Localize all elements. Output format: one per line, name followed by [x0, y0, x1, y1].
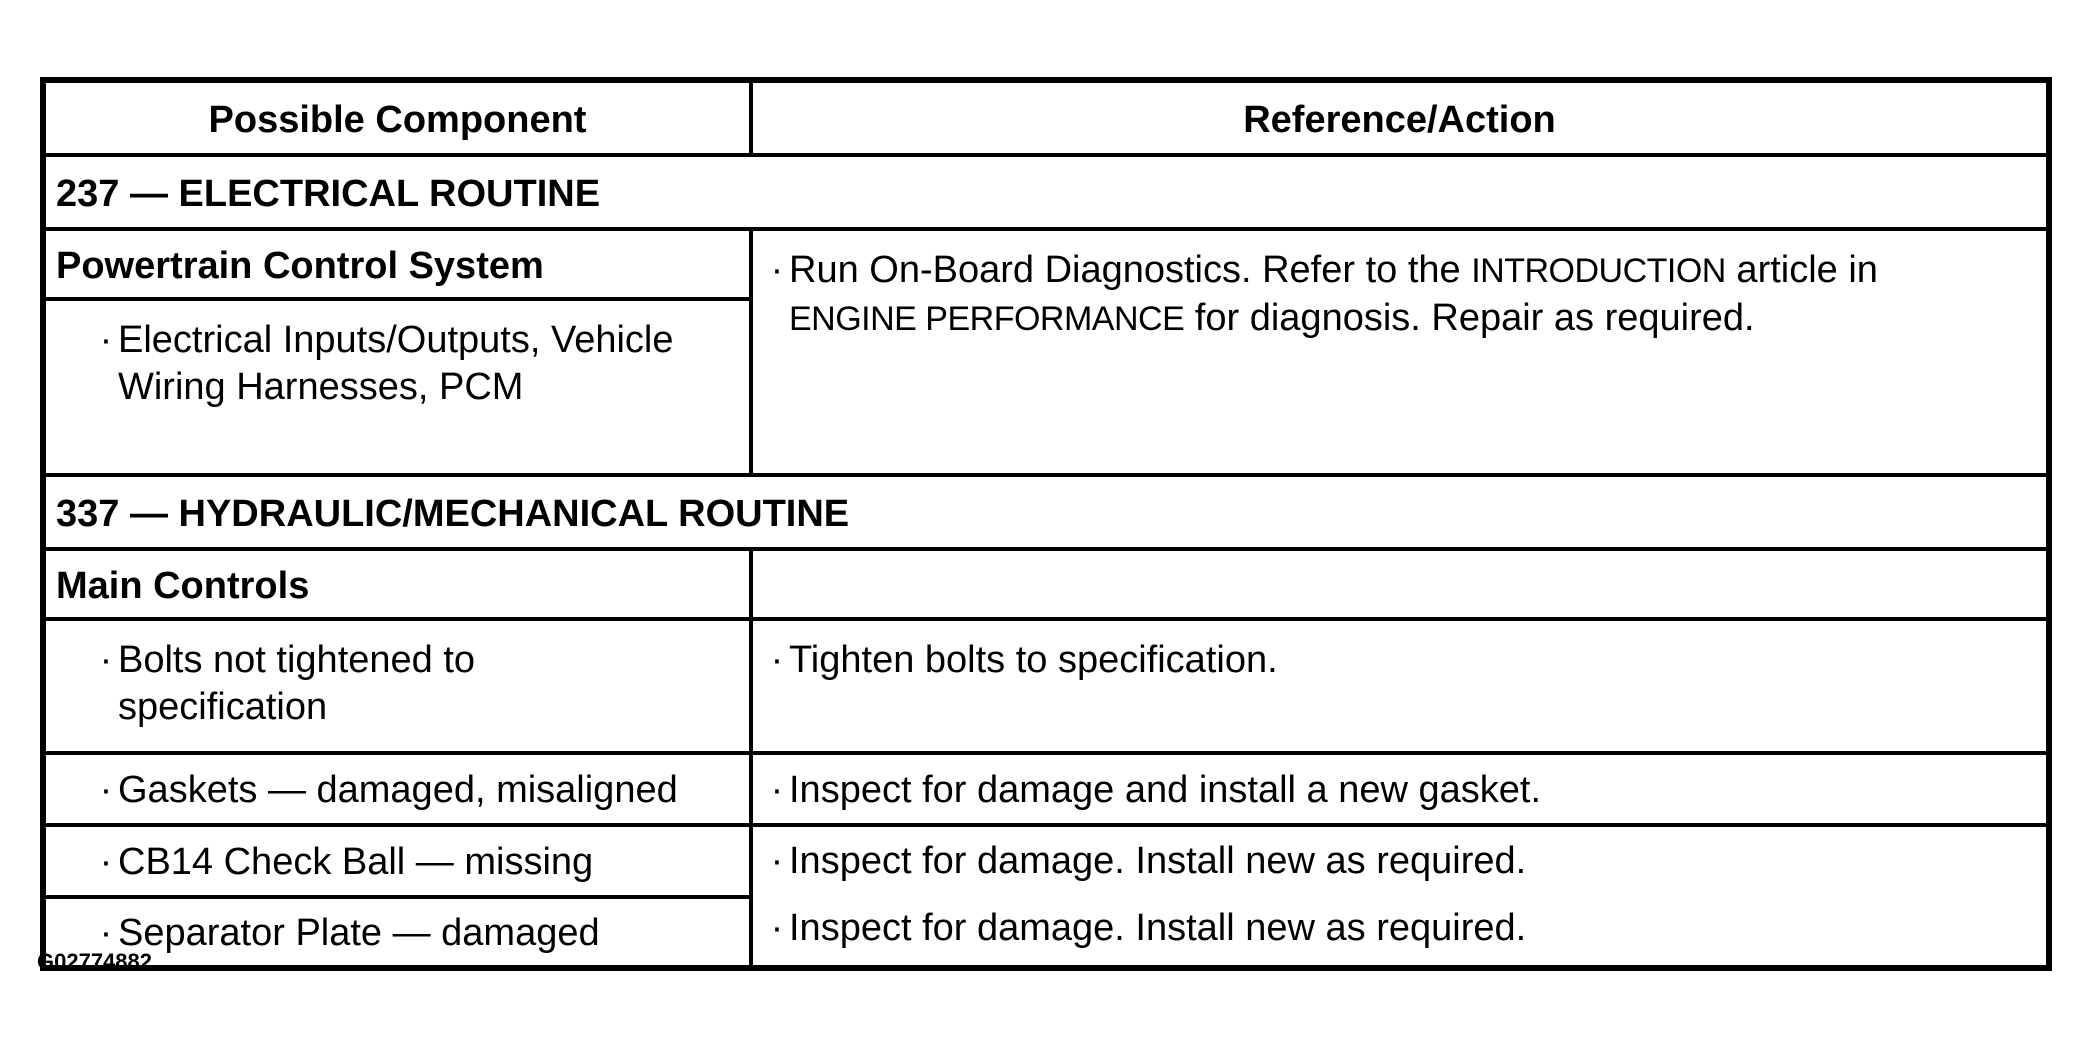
bullet-icon: ·: [770, 906, 784, 949]
table-row: [43, 825, 2049, 897]
group-title: Powertrain Control System: [43, 229, 751, 299]
action-cell: [751, 619, 2049, 753]
action-cell: [751, 825, 2049, 968]
bullet-icon: ·: [99, 911, 113, 954]
component-text: Electrical Inputs/Outputs, Vehicle Wiring Harnesses, PCM: [118, 319, 674, 408]
section-reference: ENGINE PERFORMANCE: [789, 300, 1185, 338]
action-text: Inspect for damage. Install new as required.: [789, 839, 1527, 882]
group-title: Main Controls: [43, 549, 751, 619]
bullet-icon: ·: [99, 768, 113, 811]
routine-row-hydraulic: [43, 475, 2049, 549]
group-row-main-controls: [43, 549, 2049, 619]
table-row: [43, 619, 2049, 753]
bullet-icon: ·: [770, 249, 784, 291]
list-item: [765, 247, 2006, 343]
list-item: [94, 910, 745, 957]
header-row: [43, 80, 2049, 155]
list-item: [94, 317, 745, 411]
list-item: [765, 767, 2006, 814]
header-possible-component: Possible Component: [43, 80, 751, 155]
bullet-icon: ·: [770, 839, 784, 882]
routine-title: 337 — HYDRAULIC/MECHANICAL ROUTINE: [43, 475, 2049, 549]
action-text: Inspect for damage and install a new gasket.: [789, 768, 1542, 811]
article-reference: INTRODUCTION: [1471, 252, 1726, 290]
component-text: Bolts not tightened to specification: [118, 639, 476, 728]
header-reference-action: Reference/Action: [751, 80, 2049, 155]
list-item: [94, 767, 745, 814]
list-item: [765, 637, 2006, 684]
group-row-powertrain: [43, 229, 2049, 299]
bullet-icon: ·: [99, 319, 113, 361]
routine-title: 237 — ELECTRICAL ROUTINE: [43, 155, 2049, 229]
bullet-icon: ·: [770, 768, 784, 811]
list-item: [765, 829, 2006, 893]
action-text-part: article in: [1725, 249, 1878, 291]
component-cell: [43, 825, 751, 897]
bullet-icon: ·: [99, 639, 113, 681]
action-cell: [751, 753, 2049, 825]
table-row: [43, 753, 2049, 825]
component-cell: [43, 753, 751, 825]
bullet-icon: ·: [770, 639, 784, 681]
list-item: [94, 637, 745, 731]
action-text-part: Run On-Board Diagnostics. Refer to the: [789, 249, 1472, 291]
component-cell: [43, 299, 751, 475]
figure-id: G02774882: [37, 949, 152, 974]
component-text: CB14 Check Ball — missing: [118, 840, 594, 883]
component-cell: [43, 619, 751, 753]
diagnostic-table: [40, 77, 2052, 971]
list-item: [765, 893, 2006, 963]
action-text-part: for diagnosis. Repair as required.: [1184, 297, 1755, 339]
action-cell: [751, 229, 2049, 475]
action-text: [789, 247, 2006, 343]
component-text: Separator Plate — damaged: [118, 911, 600, 954]
component-text: Gaskets — damaged, misaligned: [118, 768, 678, 811]
action-text: Tighten bolts to specification.: [789, 639, 1278, 681]
empty-cell: [751, 549, 2049, 619]
routine-row-electrical: [43, 155, 2049, 229]
bullet-icon: ·: [99, 840, 113, 883]
list-item: [94, 839, 745, 886]
action-text: Inspect for damage. Install new as required.: [789, 906, 1527, 949]
